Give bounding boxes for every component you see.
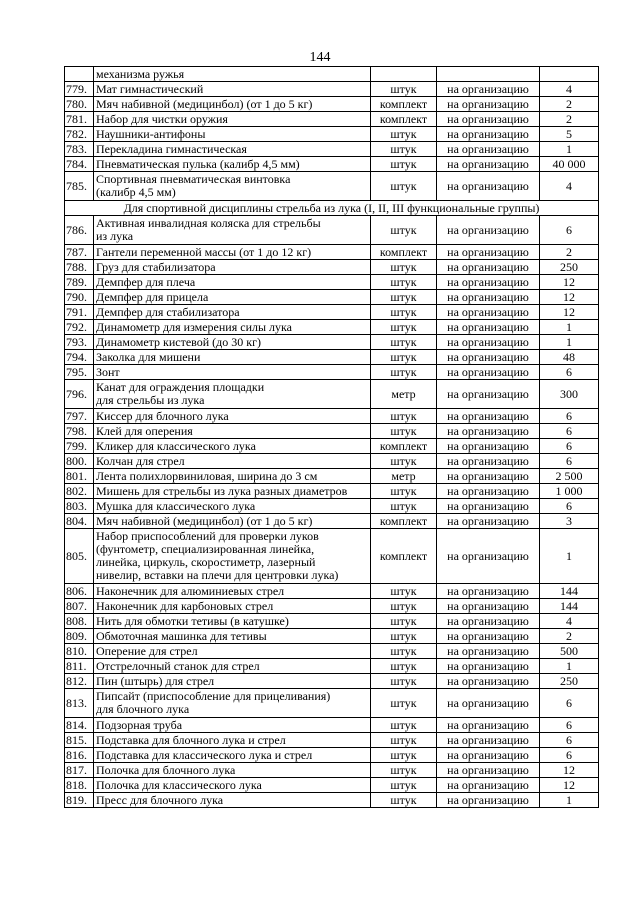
table-row: [65, 793, 599, 808]
note-cell: на организацию: [437, 454, 540, 469]
note-cell: на организацию: [437, 305, 540, 320]
row-number-cell: 811.: [65, 659, 94, 674]
item-name-cell: Мяч набивной (медицинбол) (от 1 до 5 кг): [94, 514, 371, 529]
table-row: [65, 157, 599, 172]
table-row: [65, 245, 599, 260]
item-name-line: из лука: [96, 229, 134, 243]
unit-cell: штук: [371, 689, 437, 718]
note-cell: на организацию: [437, 499, 540, 514]
unit-cell: штук: [371, 778, 437, 793]
item-name-cell: Демпфер для прицела: [94, 290, 371, 305]
item-name-cell: Заколка для мишени: [94, 350, 371, 365]
row-number-cell: 784.: [65, 157, 94, 172]
item-name-cell: Наконечник для карбоновых стрел: [94, 599, 371, 614]
row-number-cell: 790.: [65, 290, 94, 305]
quantity-cell: 6: [540, 718, 599, 733]
note-cell: на организацию: [437, 112, 540, 127]
table-row: [65, 260, 599, 275]
row-number-cell: [65, 67, 94, 82]
table-row: [65, 689, 599, 718]
item-name-line: Спортивная пневматическая винтовка: [96, 172, 291, 186]
quantity-cell: 4: [540, 172, 599, 201]
quantity-cell: 12: [540, 305, 599, 320]
table-row-continuation: [65, 67, 599, 82]
quantity-cell: 1: [540, 335, 599, 350]
row-number-cell: 799.: [65, 439, 94, 454]
quantity-cell: 6: [540, 733, 599, 748]
table-row: [65, 127, 599, 142]
note-cell: на организацию: [437, 245, 540, 260]
unit-cell: штук: [371, 157, 437, 172]
quantity-cell: 2 500: [540, 469, 599, 484]
unit-cell: штук: [371, 584, 437, 599]
item-name-line: линейка, циркуль, скоростиметр, лазерный: [96, 555, 316, 569]
unit-cell: штук: [371, 127, 437, 142]
table-row: [65, 469, 599, 484]
item-name-line: для блочного лука: [96, 702, 190, 716]
item-name-cell: Подзорная труба: [94, 718, 371, 733]
quantity-cell: 1: [540, 142, 599, 157]
unit-cell: штук: [371, 499, 437, 514]
note-cell: на организацию: [437, 275, 540, 290]
note-cell: на организацию: [437, 142, 540, 157]
table-row: [65, 142, 599, 157]
table-row: [65, 454, 599, 469]
quantity-cell: 2: [540, 245, 599, 260]
row-number-cell: 809.: [65, 629, 94, 644]
quantity-cell: 2: [540, 629, 599, 644]
note-cell: на организацию: [437, 290, 540, 305]
note-cell: на организацию: [437, 733, 540, 748]
unit-cell: [371, 67, 437, 82]
table-row: [65, 290, 599, 305]
note-cell: на организацию: [437, 748, 540, 763]
quantity-cell: 12: [540, 290, 599, 305]
note-cell: на организацию: [437, 644, 540, 659]
table-row: [65, 335, 599, 350]
quantity-cell: 6: [540, 409, 599, 424]
note-cell: на организацию: [437, 365, 540, 380]
quantity-cell: 12: [540, 778, 599, 793]
note-cell: на организацию: [437, 778, 540, 793]
item-name-cell: Динамометр кистевой (до 30 кг): [94, 335, 371, 350]
quantity-cell: 3: [540, 514, 599, 529]
unit-cell: штук: [371, 172, 437, 201]
item-name-cell: Наушники-антифоны: [94, 127, 371, 142]
table-row: [65, 275, 599, 290]
row-number-cell: 786.: [65, 216, 94, 245]
table-row: [65, 514, 599, 529]
quantity-cell: 300: [540, 380, 599, 409]
row-number-cell: 816.: [65, 748, 94, 763]
row-number-cell: 805.: [65, 529, 94, 584]
unit-cell: штук: [371, 275, 437, 290]
note-cell: на организацию: [437, 260, 540, 275]
unit-cell: штук: [371, 82, 437, 97]
table-row: [65, 320, 599, 335]
unit-cell: штук: [371, 659, 437, 674]
unit-cell: штук: [371, 305, 437, 320]
quantity-cell: 144: [540, 599, 599, 614]
page-number: 144: [309, 50, 331, 65]
note-cell: на организацию: [437, 127, 540, 142]
item-name-cell: Динамометр для измерения силы лука: [94, 320, 371, 335]
quantity-cell: 12: [540, 275, 599, 290]
note-cell: на организацию: [437, 763, 540, 778]
note-cell: на организацию: [437, 689, 540, 718]
item-name-cell: [94, 380, 371, 409]
table-row: [65, 380, 599, 409]
item-name-cell: Демпфер для стабилизатора: [94, 305, 371, 320]
quantity-cell: 12: [540, 763, 599, 778]
unit-cell: штук: [371, 290, 437, 305]
note-cell: на организацию: [437, 409, 540, 424]
table-row: [65, 748, 599, 763]
note-cell: на организацию: [437, 674, 540, 689]
row-number-cell: 795.: [65, 365, 94, 380]
note-cell: на организацию: [437, 514, 540, 529]
unit-cell: штук: [371, 614, 437, 629]
row-number-cell: 817.: [65, 763, 94, 778]
item-name-line: Пипсайт (приспособление для прицеливания): [96, 689, 331, 703]
table-row: [65, 439, 599, 454]
item-name-cell: [94, 172, 371, 201]
quantity-cell: 6: [540, 748, 599, 763]
note-cell: на организацию: [437, 424, 540, 439]
note-cell: на организацию: [437, 584, 540, 599]
item-name-cell: Мушка для классического лука: [94, 499, 371, 514]
item-name-cell: Лента полихлорвиниловая, ширина до 3 см: [94, 469, 371, 484]
note-cell: на организацию: [437, 97, 540, 112]
row-number-cell: 788.: [65, 260, 94, 275]
quantity-cell: 6: [540, 365, 599, 380]
item-name-cell: Мат гимнастический: [94, 82, 371, 97]
unit-cell: штук: [371, 674, 437, 689]
note-cell: на организацию: [437, 793, 540, 808]
note-cell: на организацию: [437, 350, 540, 365]
row-number-cell: 815.: [65, 733, 94, 748]
quantity-cell: 5: [540, 127, 599, 142]
row-number-cell: 812.: [65, 674, 94, 689]
unit-cell: штук: [371, 142, 437, 157]
note-cell: на организацию: [437, 157, 540, 172]
table-row: [65, 659, 599, 674]
table-row: [65, 112, 599, 127]
unit-cell: комплект: [371, 97, 437, 112]
table-row: [65, 778, 599, 793]
unit-cell: штук: [371, 763, 437, 778]
row-number-cell: 810.: [65, 644, 94, 659]
row-number-cell: 806.: [65, 584, 94, 599]
unit-cell: штук: [371, 644, 437, 659]
item-name-line: Канат для ограждения площадки: [96, 380, 265, 394]
unit-cell: штук: [371, 335, 437, 350]
note-cell: на организацию: [437, 599, 540, 614]
note-cell: [437, 67, 540, 82]
item-name-cell: Пневматическая пулька (калибр 4,5 мм): [94, 157, 371, 172]
row-number-cell: 802.: [65, 484, 94, 499]
unit-cell: метр: [371, 469, 437, 484]
item-name-cell: Обмоточная машинка для тетивы: [94, 629, 371, 644]
item-name-cell: Гантели переменной массы (от 1 до 12 кг): [94, 245, 371, 260]
row-number-cell: 785.: [65, 172, 94, 201]
table-row: [65, 629, 599, 644]
row-number-cell: 798.: [65, 424, 94, 439]
table-row: [65, 305, 599, 320]
table-row: [65, 599, 599, 614]
note-cell: на организацию: [437, 172, 540, 201]
unit-cell: штук: [371, 718, 437, 733]
table-row: [65, 424, 599, 439]
table-row: [65, 499, 599, 514]
row-number-cell: 797.: [65, 409, 94, 424]
quantity-cell: 4: [540, 82, 599, 97]
item-name-cell: Колчан для стрел: [94, 454, 371, 469]
note-cell: на организацию: [437, 718, 540, 733]
item-name-cell: Пин (штырь) для стрел: [94, 674, 371, 689]
quantity-cell: 2: [540, 97, 599, 112]
table-row: [65, 584, 599, 599]
unit-cell: штук: [371, 484, 437, 499]
unit-cell: штук: [371, 365, 437, 380]
item-name-line: нивелир, вставки на плечи для центровки лука): [96, 568, 339, 582]
unit-cell: штук: [371, 216, 437, 245]
item-name-cell: Оперение для стрел: [94, 644, 371, 659]
row-number-cell: 818.: [65, 778, 94, 793]
item-name-cell: Отстрелочный станок для стрел: [94, 659, 371, 674]
table-row: [65, 763, 599, 778]
row-number-cell: 808.: [65, 614, 94, 629]
row-number-cell: 804.: [65, 514, 94, 529]
quantity-cell: 250: [540, 674, 599, 689]
item-name-cell: Подставка для блочного лука и стрел: [94, 733, 371, 748]
unit-cell: штук: [371, 409, 437, 424]
note-cell: на организацию: [437, 659, 540, 674]
item-name-cell: Подставка для классического лука и стрел: [94, 748, 371, 763]
quantity-cell: 1: [540, 793, 599, 808]
note-cell: на организацию: [437, 629, 540, 644]
row-number-cell: 793.: [65, 335, 94, 350]
table-row: [65, 644, 599, 659]
item-name-cell: Груз для стабилизатора: [94, 260, 371, 275]
table-row: [65, 97, 599, 112]
quantity-cell: 1 000: [540, 484, 599, 499]
row-number-cell: 794.: [65, 350, 94, 365]
quantity-cell: [540, 67, 599, 82]
quantity-cell: 250: [540, 260, 599, 275]
item-name-cell: Демпфер для плеча: [94, 275, 371, 290]
item-name-line: для стрельбы из лука: [96, 393, 205, 407]
unit-cell: штук: [371, 748, 437, 763]
quantity-cell: 1: [540, 529, 599, 584]
row-number-cell: 783.: [65, 142, 94, 157]
equipment-table: [64, 66, 599, 808]
row-number-cell: 803.: [65, 499, 94, 514]
item-name-cell: механизма ружья: [94, 67, 371, 82]
unit-cell: штук: [371, 733, 437, 748]
item-name-cell: Мяч набивной (медицинбол) (от 1 до 5 кг): [94, 97, 371, 112]
note-cell: на организацию: [437, 529, 540, 584]
item-name-line: (калибр 4,5 мм): [96, 185, 176, 199]
quantity-cell: 40 000: [540, 157, 599, 172]
row-number-cell: 789.: [65, 275, 94, 290]
quantity-cell: 6: [540, 499, 599, 514]
table-row: [65, 718, 599, 733]
row-number-cell: 813.: [65, 689, 94, 718]
note-cell: на организацию: [437, 469, 540, 484]
note-cell: на организацию: [437, 320, 540, 335]
table-row: [65, 674, 599, 689]
table-row: [65, 733, 599, 748]
table-row: [65, 365, 599, 380]
note-cell: на организацию: [437, 439, 540, 454]
quantity-cell: 6: [540, 424, 599, 439]
table-row: [65, 614, 599, 629]
unit-cell: штук: [371, 454, 437, 469]
note-cell: на организацию: [437, 484, 540, 499]
item-name-cell: [94, 216, 371, 245]
row-number-cell: 819.: [65, 793, 94, 808]
item-name-cell: Полочка для блочного лука: [94, 763, 371, 778]
section-title: Для спортивной дисциплины стрельба из лука (I, II, III функциональные группы): [65, 201, 599, 216]
item-name-cell: Набор для чистки оружия: [94, 112, 371, 127]
table-row: [65, 529, 599, 584]
unit-cell: штук: [371, 629, 437, 644]
item-name-cell: Кликер для классического лука: [94, 439, 371, 454]
item-name-cell: Наконечник для алюминиевых стрел: [94, 584, 371, 599]
unit-cell: комплект: [371, 439, 437, 454]
item-name-line: Набор приспособлений для проверки луков: [96, 529, 319, 543]
item-name-line: (фунтометр, специализированная линейка,: [96, 542, 315, 556]
quantity-cell: 1: [540, 320, 599, 335]
quantity-cell: 1: [540, 659, 599, 674]
section-header-row: [65, 201, 599, 216]
item-name-cell: Полочка для классического лука: [94, 778, 371, 793]
note-cell: на организацию: [437, 216, 540, 245]
unit-cell: штук: [371, 599, 437, 614]
quantity-cell: 6: [540, 454, 599, 469]
quantity-cell: 6: [540, 439, 599, 454]
item-name-cell: Клей для оперения: [94, 424, 371, 439]
unit-cell: комплект: [371, 514, 437, 529]
table-row: [65, 409, 599, 424]
unit-cell: штук: [371, 793, 437, 808]
row-number-cell: 801.: [65, 469, 94, 484]
item-name-line: Активная инвалидная коляска для стрельбы: [96, 216, 321, 230]
item-name-cell: Перекладина гимнастическая: [94, 142, 371, 157]
item-name-cell: Пресс для блочного лука: [94, 793, 371, 808]
unit-cell: метр: [371, 380, 437, 409]
note-cell: на организацию: [437, 82, 540, 97]
row-number-cell: 782.: [65, 127, 94, 142]
table-row: [65, 82, 599, 97]
table-row: [65, 484, 599, 499]
item-name-cell: Киссер для блочного лука: [94, 409, 371, 424]
unit-cell: штук: [371, 424, 437, 439]
row-number-cell: 800.: [65, 454, 94, 469]
note-cell: на организацию: [437, 614, 540, 629]
item-name-cell: Мишень для стрельбы из лука разных диаметров: [94, 484, 371, 499]
table-row: [65, 216, 599, 245]
unit-cell: штук: [371, 260, 437, 275]
note-cell: на организацию: [437, 380, 540, 409]
unit-cell: комплект: [371, 529, 437, 584]
table-row: [65, 350, 599, 365]
unit-cell: штук: [371, 350, 437, 365]
quantity-cell: 2: [540, 112, 599, 127]
quantity-cell: 6: [540, 216, 599, 245]
quantity-cell: 4: [540, 614, 599, 629]
item-name-cell: Зонт: [94, 365, 371, 380]
item-name-cell: [94, 689, 371, 718]
row-number-cell: 787.: [65, 245, 94, 260]
row-number-cell: 807.: [65, 599, 94, 614]
row-number-cell: 792.: [65, 320, 94, 335]
row-number-cell: 791.: [65, 305, 94, 320]
row-number-cell: 814.: [65, 718, 94, 733]
row-number-cell: 781.: [65, 112, 94, 127]
row-number-cell: 780.: [65, 97, 94, 112]
quantity-cell: 6: [540, 689, 599, 718]
quantity-cell: 48: [540, 350, 599, 365]
unit-cell: комплект: [371, 245, 437, 260]
unit-cell: комплект: [371, 112, 437, 127]
quantity-cell: 500: [540, 644, 599, 659]
note-cell: на организацию: [437, 335, 540, 350]
item-name-cell: [94, 529, 371, 584]
quantity-cell: 144: [540, 584, 599, 599]
row-number-cell: 796.: [65, 380, 94, 409]
unit-cell: штук: [371, 320, 437, 335]
table-row: [65, 172, 599, 201]
row-number-cell: 779.: [65, 82, 94, 97]
item-name-cell: Нить для обмотки тетивы (в катушке): [94, 614, 371, 629]
